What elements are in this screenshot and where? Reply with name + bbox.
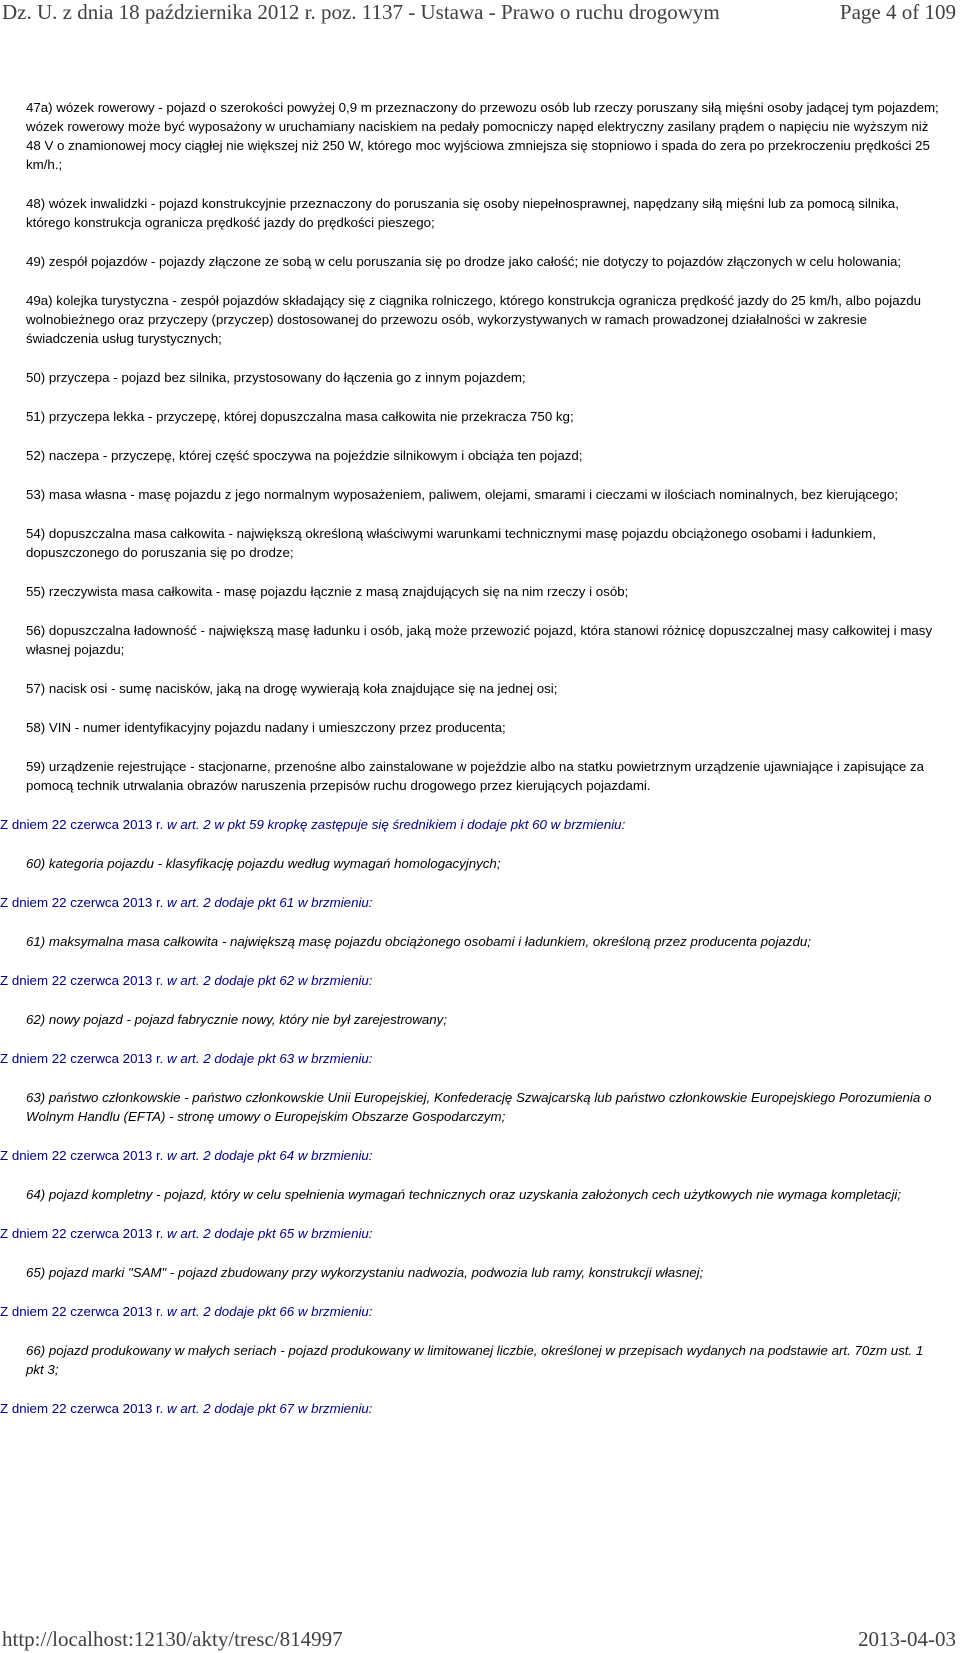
amendment-date: Z dniem 22 czerwca 2013 r. [0, 1051, 164, 1066]
document-body [0, 98, 940, 1438]
definition-paragraph: 48) wózek inwalidzki - pojazd konstrukcyjnie przeznaczony do poruszania się osoby niepełnosprawnej, napędzany siłą mięśni lub za pomocą silnika, którego konstrukcja ogranicza prędkość jazdy do prędkości pieszego; [26, 196, 899, 230]
amendment-reference: w art. 2 dodaje pkt 65 w brzmieniu: [163, 1226, 373, 1241]
amendment-date: Z dniem 22 czerwca 2013 r. [0, 817, 164, 832]
amendment-text: 66) pojazd produkowany w małych seriach - pojazd produkowany w limitowanej liczbie, określonej w przepisach wydanych na podstawie art. 70zm ust. 1 pkt 3; [26, 1343, 924, 1377]
definition-paragraph: 51) przyczepa lekka - przyczepę, której dopuszczalna masa całkowita nie przekracza 750 kg; [26, 409, 574, 424]
source-url: http://localhost:12130/akty/tresc/814997 [2, 1627, 343, 1651]
amendment-reference: w art. 2 w pkt 59 kropkę zastępuje się średnikiem i dodaje pkt 60 w brzmieniu: [163, 817, 626, 832]
definition-paragraph: 53) masa własna - masę pojazdu z jego normalnym wyposażeniem, paliwem, olejami, smarami i cieczami w ilościach nominalnych, bez kierującego; [26, 487, 899, 502]
amendment-note [0, 1302, 940, 1321]
amendment-note [0, 1146, 940, 1165]
page-footer [0, 1623, 960, 1653]
amendment-note [0, 971, 940, 990]
definition-paragraph: 59) urządzenie rejestrujące - stacjonarne, przenośne albo zainstalowane w pojeździe albo na statku powietrznym urządzenie ujawniające i zapisujące za pomocą technik utrwalania obrazów naruszenia przepisów ruchu drogowego przez kierujących pojazdami. [26, 759, 925, 793]
amendment-date: Z dniem 22 czerwca 2013 r. [0, 1401, 164, 1416]
amendment-reference: w art. 2 dodaje pkt 62 w brzmieniu: [163, 973, 373, 988]
definition-paragraph: 54) dopuszczalna masa całkowita - największą określoną właściwymi warunkami technicznymi masę pojazdu obciążonego osobami i ładunkiem, dopuszczonego do poruszania się po drodze; [26, 526, 876, 560]
amendment-reference: w art. 2 dodaje pkt 63 w brzmieniu: [163, 1051, 373, 1066]
amendment-note [0, 1224, 940, 1243]
document-title: Dz. U. z dnia 18 października 2012 r. poz. 1137 - Ustawa - Prawo o ruchu drogowym [2, 0, 720, 24]
definition-paragraph: 56) dopuszczalna ładowność - największą masę ładunku i osób, jaką może przewozić pojazd, która stanowi różnicę dopuszczalnej masy całkowitej i masy własnej pojazdu; [26, 623, 933, 657]
amendment-date: Z dniem 22 czerwca 2013 r. [0, 1226, 164, 1241]
amendment-text: 61) maksymalna masa całkowita - największą masę pojazdu obciążonego osobami i ładunkiem, określoną przez producenta pojazdu; [26, 934, 811, 949]
definition-paragraph: 57) nacisk osi - sumę nacisków, jaką na drogę wywierają koła znajdujące się na jednej osi; [26, 681, 558, 696]
amendment-note [0, 1049, 940, 1068]
definition-paragraph: 47a) wózek rowerowy - pojazd o szerokości powyżej 0,9 m przeznaczony do przewozu osób lub rzeczy poruszany siłą mięśni osoby jadącej tym pojazdem; wózek rowerowy może być wyposażony w uruchamiany naciskiem na pedały pomocniczy napęd elektryczny zasilany prądem o napięciu nie wyższym niż 48 V o znamionowej mocy ciągłej nie większej niż 250 W, którego moc wyjściowa zmniejsza się stopniowo i spada do zera po przekroczeniu prędkości 25 km/h.; [26, 100, 939, 172]
print-date: 2013-04-03 [858, 1627, 956, 1651]
page-header [0, 0, 960, 28]
page-number: Page 4 of 109 [839, 0, 956, 24]
amendment-reference: w art. 2 dodaje pkt 67 w brzmieniu: [163, 1401, 373, 1416]
definition-paragraph: 52) naczepa - przyczepę, której część spoczywa na pojeździe silnikowym i obciąża ten pojazd; [26, 448, 583, 463]
definition-paragraph: 50) przyczepa - pojazd bez silnika, przystosowany do łączenia go z innym pojazdem; [26, 370, 526, 385]
amendment-note [0, 893, 940, 912]
amendment-note [0, 1399, 940, 1418]
definition-paragraph: 49a) kolejka turystyczna - zespół pojazdów składający się z ciągnika rolniczego, którego konstrukcja ogranicza prędkość jazdy do 25 km/h, albo pojazdu wolnobieżnego oraz przyczepy (przyczep) dostosowanej do przewozu osób, wykorzystywanych w ramach prowadzonej działalności w zakresie świadczenia usług turystycznych; [26, 293, 922, 346]
definition-paragraph: 55) rzeczywista masa całkowita - masę pojazdu łącznie z masą znajdujących się na nim rzeczy i osób; [26, 584, 629, 599]
amendment-reference: w art. 2 dodaje pkt 61 w brzmieniu: [163, 895, 373, 910]
amendment-text: 62) nowy pojazd - pojazd fabrycznie nowy, który nie był zarejestrowany; [26, 1012, 448, 1027]
amendment-reference: w art. 2 dodaje pkt 64 w brzmieniu: [163, 1148, 373, 1163]
amendment-note [0, 815, 940, 834]
amendment-text: 64) pojazd kompletny - pojazd, który w celu spełnienia wymagań technicznych oraz uzyskania założonych cech użytkowych nie wymaga kompletacji; [26, 1187, 902, 1202]
amendment-date: Z dniem 22 czerwca 2013 r. [0, 973, 164, 988]
definition-paragraph: 58) VIN - numer identyfikacyjny pojazdu nadany i umieszczony przez producenta; [26, 720, 506, 735]
amendment-date: Z dniem 22 czerwca 2013 r. [0, 1148, 164, 1163]
amendment-text: 63) państwo członkowskie - państwo członkowskie Unii Europejskiej, Konfederację Szwajcarską lub państwo członkowskie Europejskiego Porozumienia o Wolnym Handlu (EFTA) - stronę umowy o Europejskim Obszarze Gospodarczym; [26, 1090, 932, 1124]
amendment-reference: w art. 2 dodaje pkt 66 w brzmieniu: [163, 1304, 373, 1319]
amendment-text: 60) kategoria pojazdu - klasyfikację pojazdu według wymagań homologacyjnych; [26, 856, 501, 871]
amendment-date: Z dniem 22 czerwca 2013 r. [0, 895, 164, 910]
amendment-date: Z dniem 22 czerwca 2013 r. [0, 1304, 164, 1319]
amendment-text: 65) pojazd marki "SAM" - pojazd zbudowany przy wykorzystaniu nadwozia, podwozia lub ramy, konstrukcji własnej; [26, 1265, 704, 1280]
definition-paragraph: 49) zespół pojazdów - pojazdy złączone ze sobą w celu poruszania się po drodze jako całość; nie dotyczy to pojazdów złączonych w celu holowania; [26, 254, 902, 269]
